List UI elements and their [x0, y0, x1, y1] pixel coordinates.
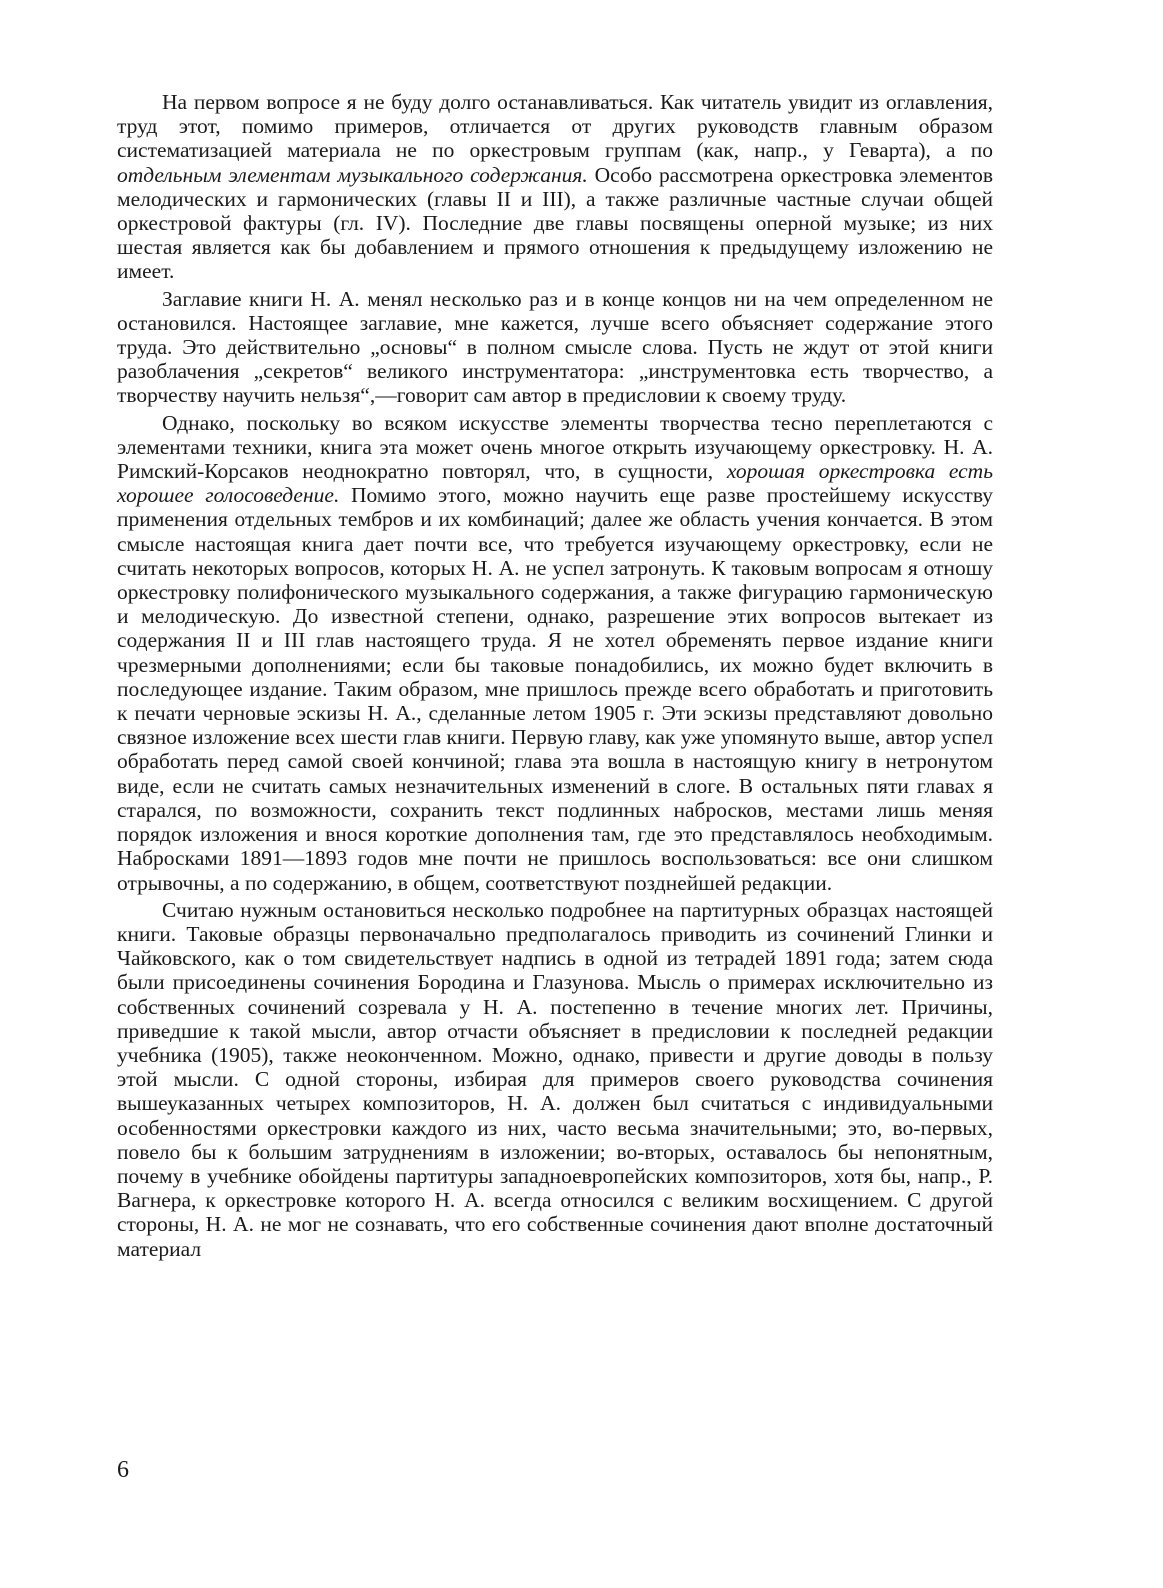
paragraph-text: Помимо этого, можно научить еще разве простейшему искусству применения отдельных тембров и их комбинаций; далее же область учения кончается. В этом смысле настоящая книга дает почти все, что требуется изучающему оркестровку, если не считать некоторых вопросов, которых Н. А. не успел затронуть. К таковым вопросам я отношу оркестровку полифонического музыкального содержания, а также фигурацию гармоническую и мелодическую. До известной степени, однако, разрешение этих вопросов вытекает из содержания II и III глав настоящего труда. Я не хотел обременять первое издание книги чрезмерными дополнениями; если бы таковые понадобились, их можно будет включить в последующее издание. Таким образом, мне пришлось прежде всего обработать и приготовить к печати черновые эскизы Н. А., сделанные летом 1905 г. Эти эскизы представляют довольно связное изложение всех шести глав книги. Первую главу, как уже упомянуто выше, автор успел обработать перед самой своей кончиной; глава эта вошла в настоящую книгу в нетронутом виде, если не считать самых незначительных изменений в слоге. В остальных пяти главах я старался, по возможности, сохранить текст подлинных набросков, местами лишь меняя порядок изложения и внося короткие дополнения там, где это представлялось необходимым. Набросками 1891—1893 годов мне почти не пришлось воспользоваться: все они слишком отрывочны, а по содержанию, в общем, соответствуют позднейшей редакции. — [117, 483, 993, 895]
paragraph — [117, 898, 993, 1261]
paragraph-text: Однако, поскольку во всяком искусстве элементы творчества тесно переплетаются с элементами техники, книга эта может очень многое открыть изучающему оркестровку. Н. А. Римский-Корсаков неоднократно повторял, что, в сущности, — [117, 410, 993, 484]
page-number: 6 — [117, 1457, 129, 1483]
paragraph — [117, 411, 993, 895]
paragraph — [117, 90, 993, 284]
paragraph-text: На первом вопросе я не буду долго останавливаться. Как читатель увидит из оглавления, труд этот, помимо примеров, отличается от других руководств главным образом систематизацией материала не по оркестровым группам (как, напр., у Геварта), а по — [117, 90, 993, 163]
body-text — [117, 90, 993, 1261]
paragraph-text: Считаю нужным остановиться несколько подробнее на партитурных образцах настоящей книги. Таковые образцы первоначально предполагалось приводить из сочинений Глинки и Чайковского, как о том свидетельствует надпись в одной из тетрадей 1891 года; затем сюда были присоединены сочинения Бородина и Глазунова. Мысль о примерах исключительно из собственных сочинений созревала у Н. А. постепенно в течение многих лет. Причины, приведшие к такой мысли, автор отчасти объясняет в предисловии к последней редакции учебника (1905), также неоконченном. Можно, однако, привести и другие доводы в пользу этой мысли. С одной стороны, избирая для примеров своего руководства сочинения вышеуказанных четырех композиторов, Н. А. должен был считаться с индивидуальными особенностями оркестровки каждого из них, часто весьма значительными; это, во-первых, повело бы к большим затруднениям в изложении; во-вторых, оставалось бы непонятным, почему в учебнике обойдены партитуры западноевропейских композиторов, хотя бы, напр., Р. Вагнера, к оркестровке которого Н. А. всегда относился с великим восхищением. С другой стороны, Н. А. не мог не сознавать, что его собственные сочинения дают вполне достаточный материал — [117, 897, 993, 1261]
paragraph-text: Заглавие книги Н. А. менял несколько раз и в конце концов ни на чем определенном не остановился. Настоящее заглавие, мне кажется, лучше всего объясняет содержание этого труда. Это действительно „основы“ в полном смысле слова. Пусть не ждут от этой книги разоблачения „секретов“ великого инструментатора: „инструментовка есть творчество, а творчеству научить нельзя“,—говорит сам автор в предисловии к своему труду. — [117, 286, 993, 408]
emphasis-text: хорошая оркестровка есть хорошее голосоведение. — [117, 459, 993, 508]
emphasis-text: отдельным элементам музыкального содержания. — [117, 162, 588, 187]
paragraph — [117, 287, 993, 408]
paragraph-text: Особо рассмотрена оркестровка элементов мелодических и гармонических (главы II и III), а также различные частные случаи общей оркестровой фактуры (гл. IV). Последние две главы посвящены оперной музыке; из них шестая является как бы добавлением и прямого отношения к предыдущему изложению не имеет. — [117, 162, 993, 284]
